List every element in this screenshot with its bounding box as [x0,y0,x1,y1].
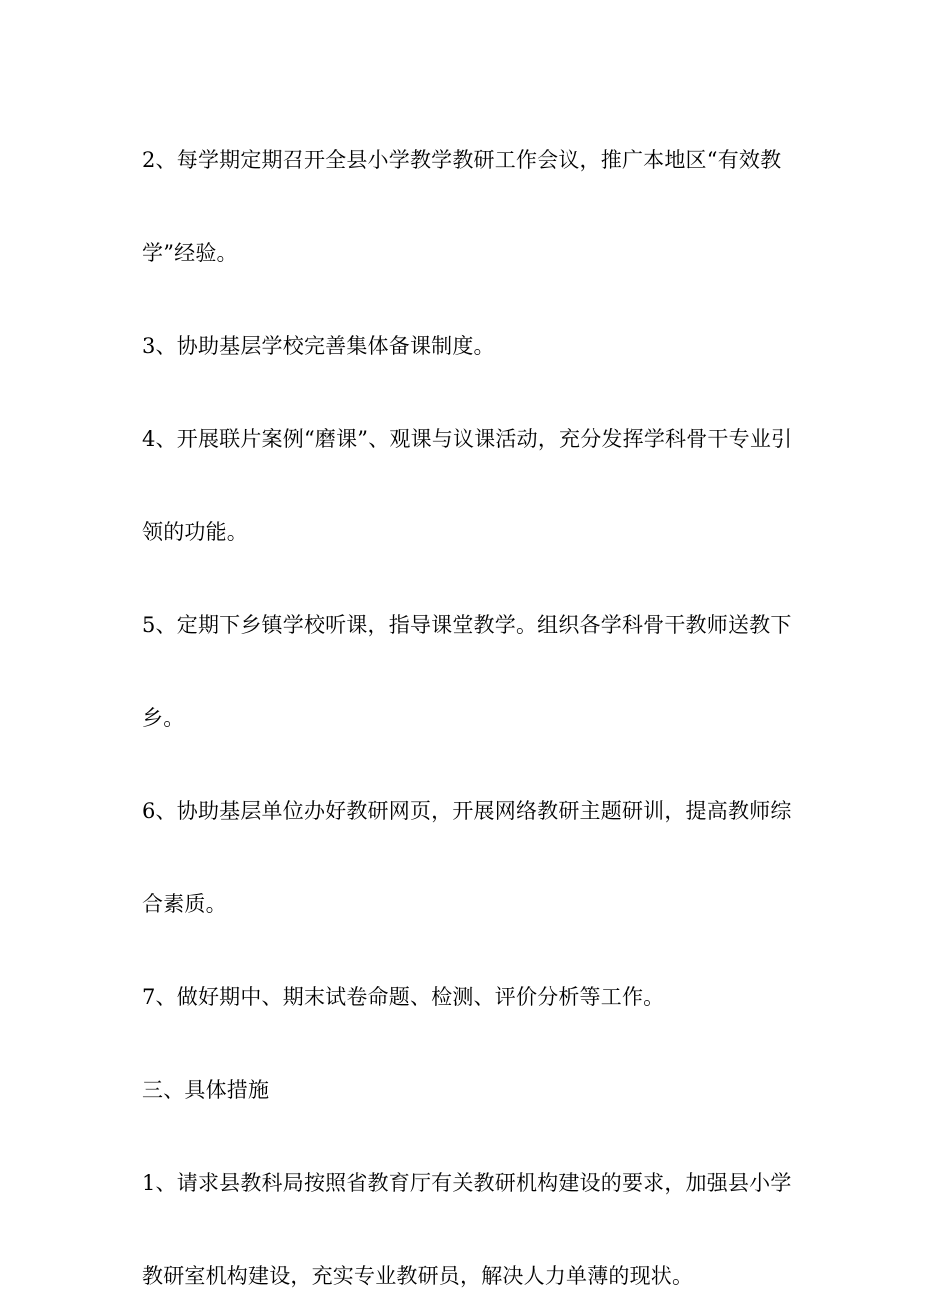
paragraph-line: 4、开展联片案例“磨课”、观课与议课活动，充分发挥学科骨干专业引 [142,427,793,451]
paragraph-line: 合素质。 [142,892,227,916]
paragraph-line: 2、每学期定期召开全县小学教学教研工作会议，推广本地区“有效教 [142,148,782,172]
paragraph-line: 1、请求县教科局按照省教育厅有关教研机构建设的要求，加强县小学 [142,1171,792,1195]
paragraph-line: 乡。 [142,706,185,730]
paragraph-line: 7、做好期中、期末试卷命题、检测、评价分析等工作。 [142,985,665,1009]
document-body [142,136,812,1300]
paragraph-line: 教研室机构建设，充实专业教研员，解决人力单薄的现状。 [142,1264,694,1288]
paragraph-line: 6、协助基层单位办好教研网页，开展网络教研主题研训，提高教师综 [142,799,792,823]
section-heading: 三、具体措施 [142,1078,270,1102]
paragraph-line: 3、协助基层学校完善集体备课制度。 [142,334,495,358]
paragraph-line: 5、定期下乡镇学校听课，指导课堂教学。组织各学科骨干教师送教下 [142,613,792,637]
paragraph-line: 领的功能。 [142,520,248,544]
paragraph-line: 学”经验。 [142,241,238,265]
